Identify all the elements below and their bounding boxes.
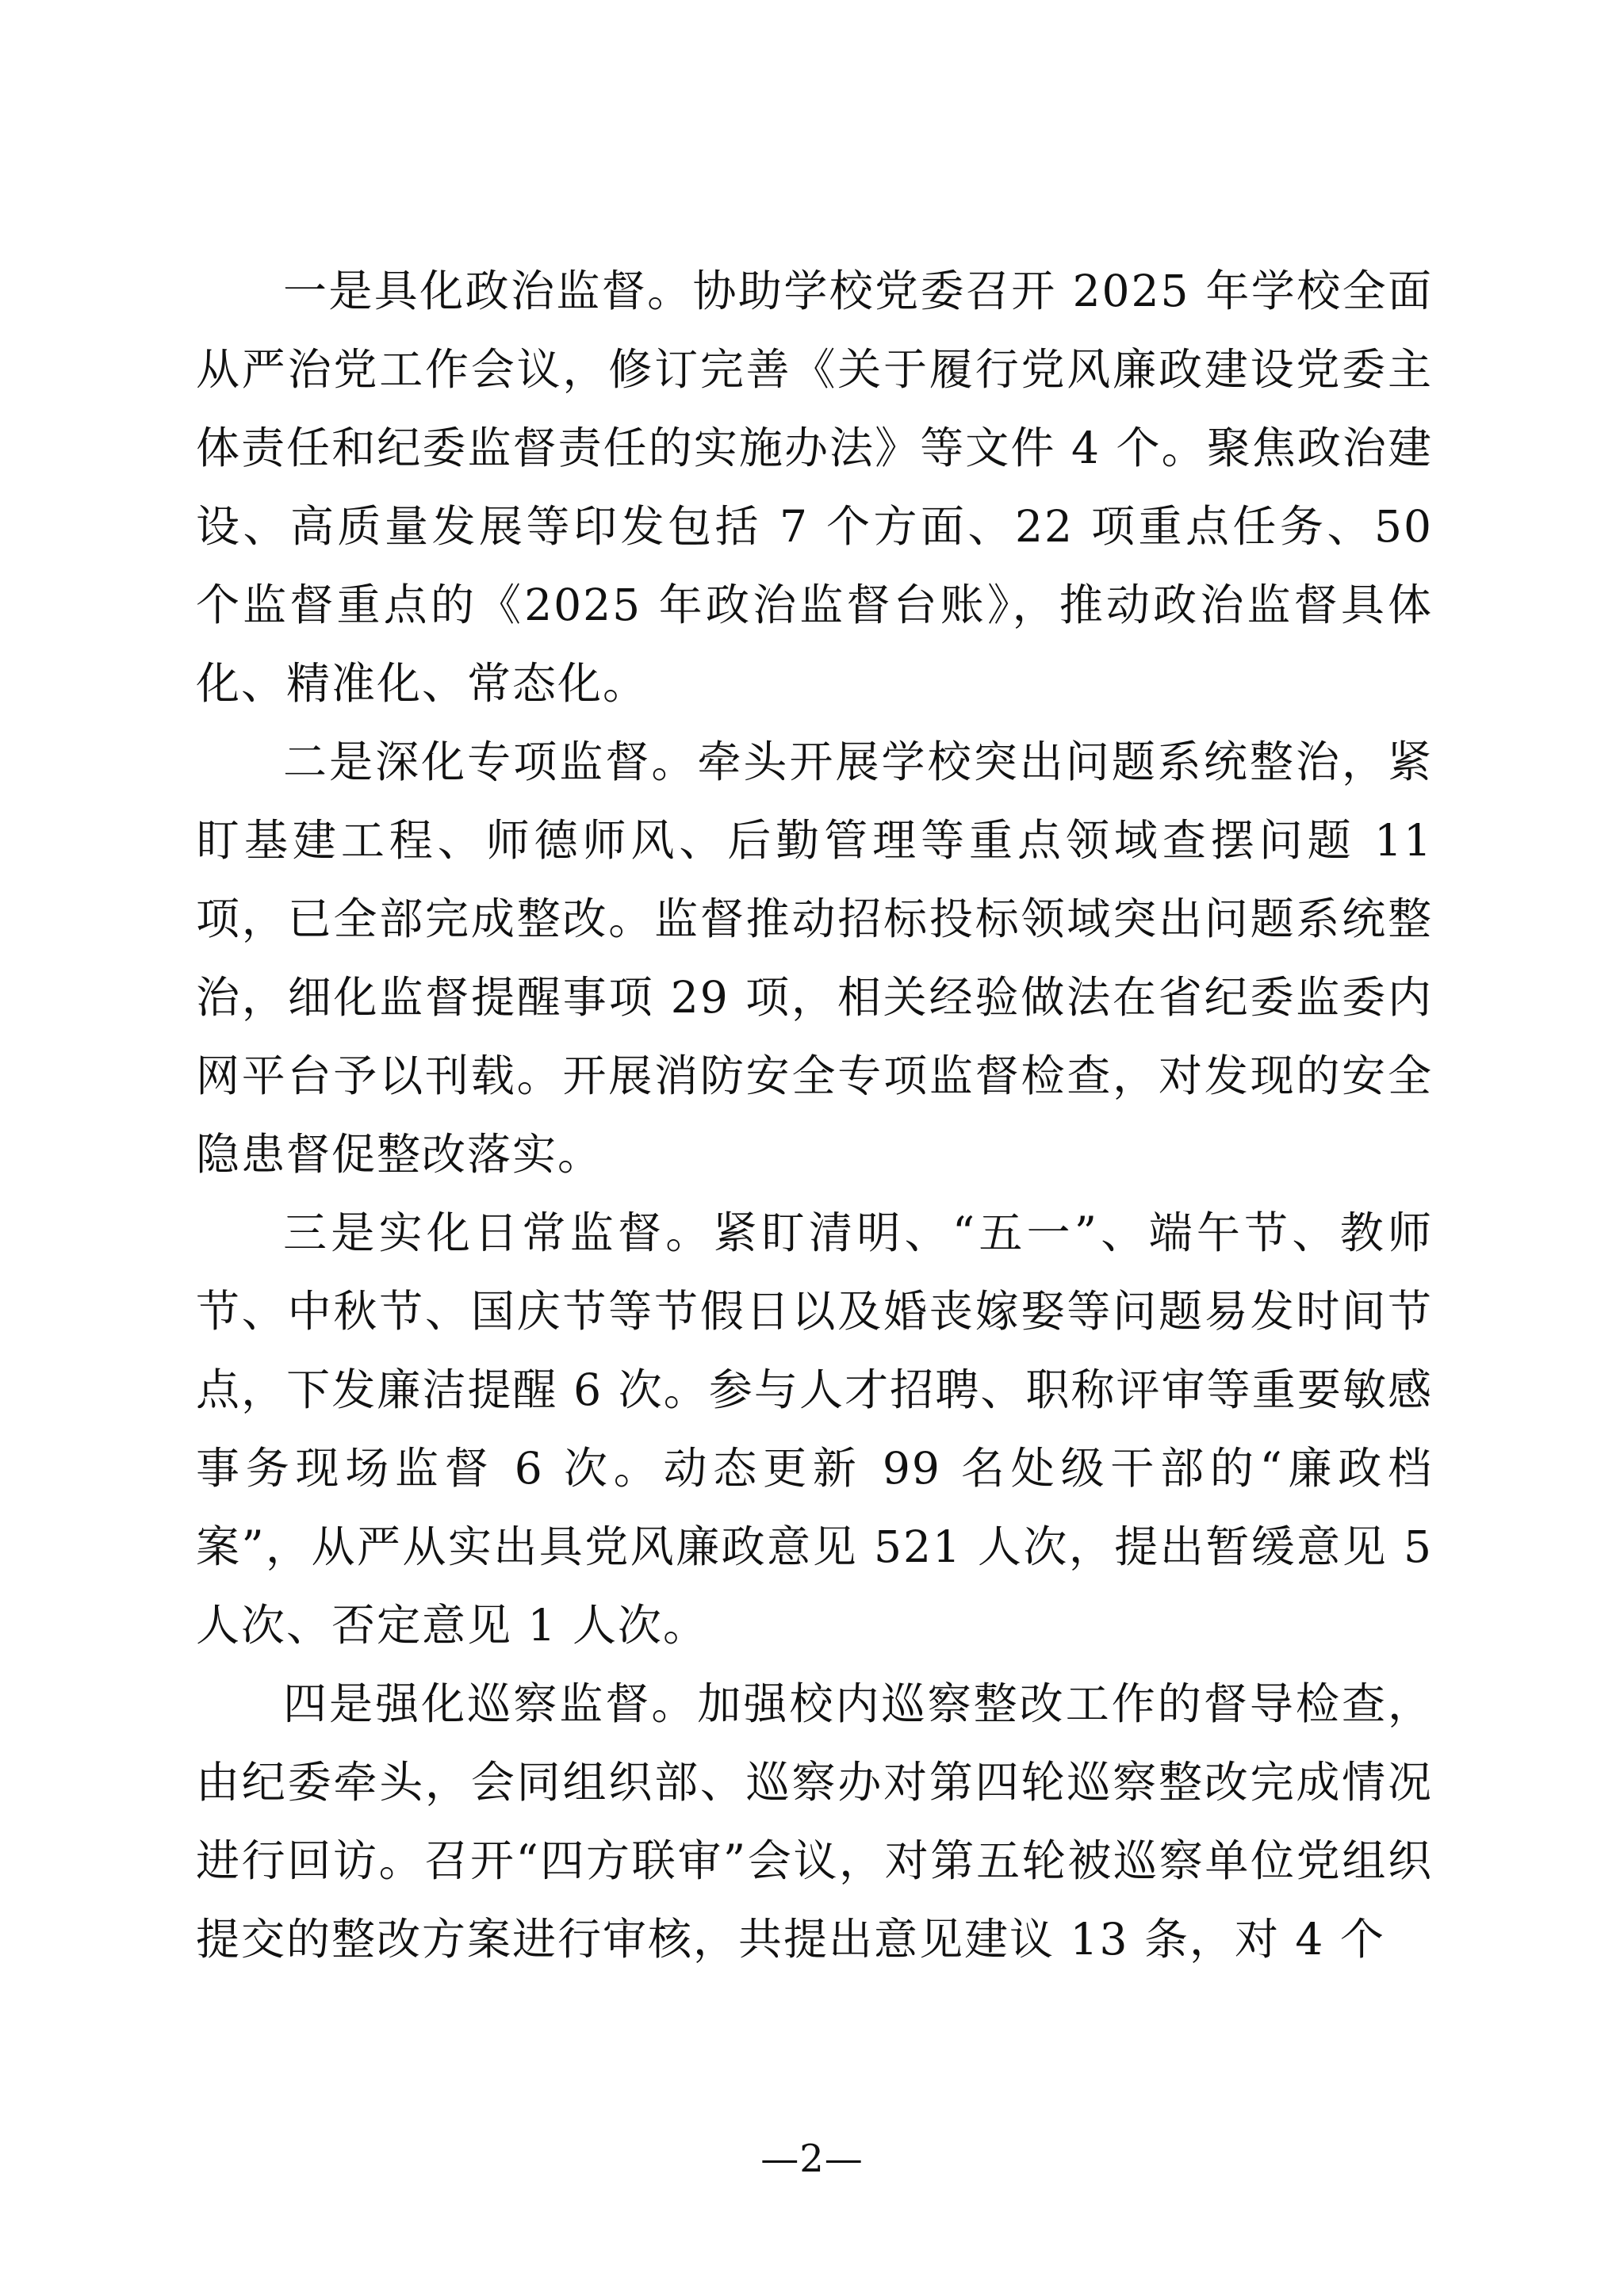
page-number: —2— <box>760 2137 864 2181</box>
paragraph-daily-supervision: 三是实化日常监督。紧盯清明、“五一”、端午节、教师节、中秋节、国庆节等节假日以及婚丧嫁娶等问题易发时间节点，下发廉洁提醒 6 次。参与人才招聘、职称评审等重要敏感事务现场监督 6 次。动态更新 99 名处级干部的“廉政档案”，从严从实出具党风廉政意见 521 人次，提出暂缓意见 5 人次、否定意见 1 人次。 <box>196 1207 1433 1651</box>
paragraph-special-supervision: 二是深化专项监督。牵头开展学校突出问题系统整治，紧盯基建工程、师德师风、后勤管理等重点领域查摆问题 11 项，已全部完成整改。监督推动招标投标领域突出问题系统整治，细化监督提醒事项 29 项，相关经验做法在省纪委监委内网平台予以刊载。开展消防安全专项监督检查，对发现的安全隐患督促整改落实。 <box>196 737 1433 1180</box>
paragraph-political-supervision: 一是具化政治监督。协助学校党委召开 2025 年学校全面从严治党工作会议，修订完善《关于履行党风廉政建设党委主体责任和纪委监督责任的实施办法》等文件 4 个。聚焦政治建设、高质量发展等印发包括 7 个方面、22 项重点任务、50 个监督重点的《2025 年政治监督台账》，推动政治监督具体化、精准化、常态化。 <box>196 266 1433 709</box>
body-text <box>196 252 1433 1979</box>
paragraph-inspection-supervision: 四是强化巡察监督。加强校内巡察整改工作的督导检查，由纪委牵头，会同组织部、巡察办对第四轮巡察整改完成情况进行回访。召开“四方联审”会议，对第五轮被巡察单位党组织提交的整改方案进行审核，共提出意见建议 13 条，对 4 个 <box>196 1678 1433 1965</box>
